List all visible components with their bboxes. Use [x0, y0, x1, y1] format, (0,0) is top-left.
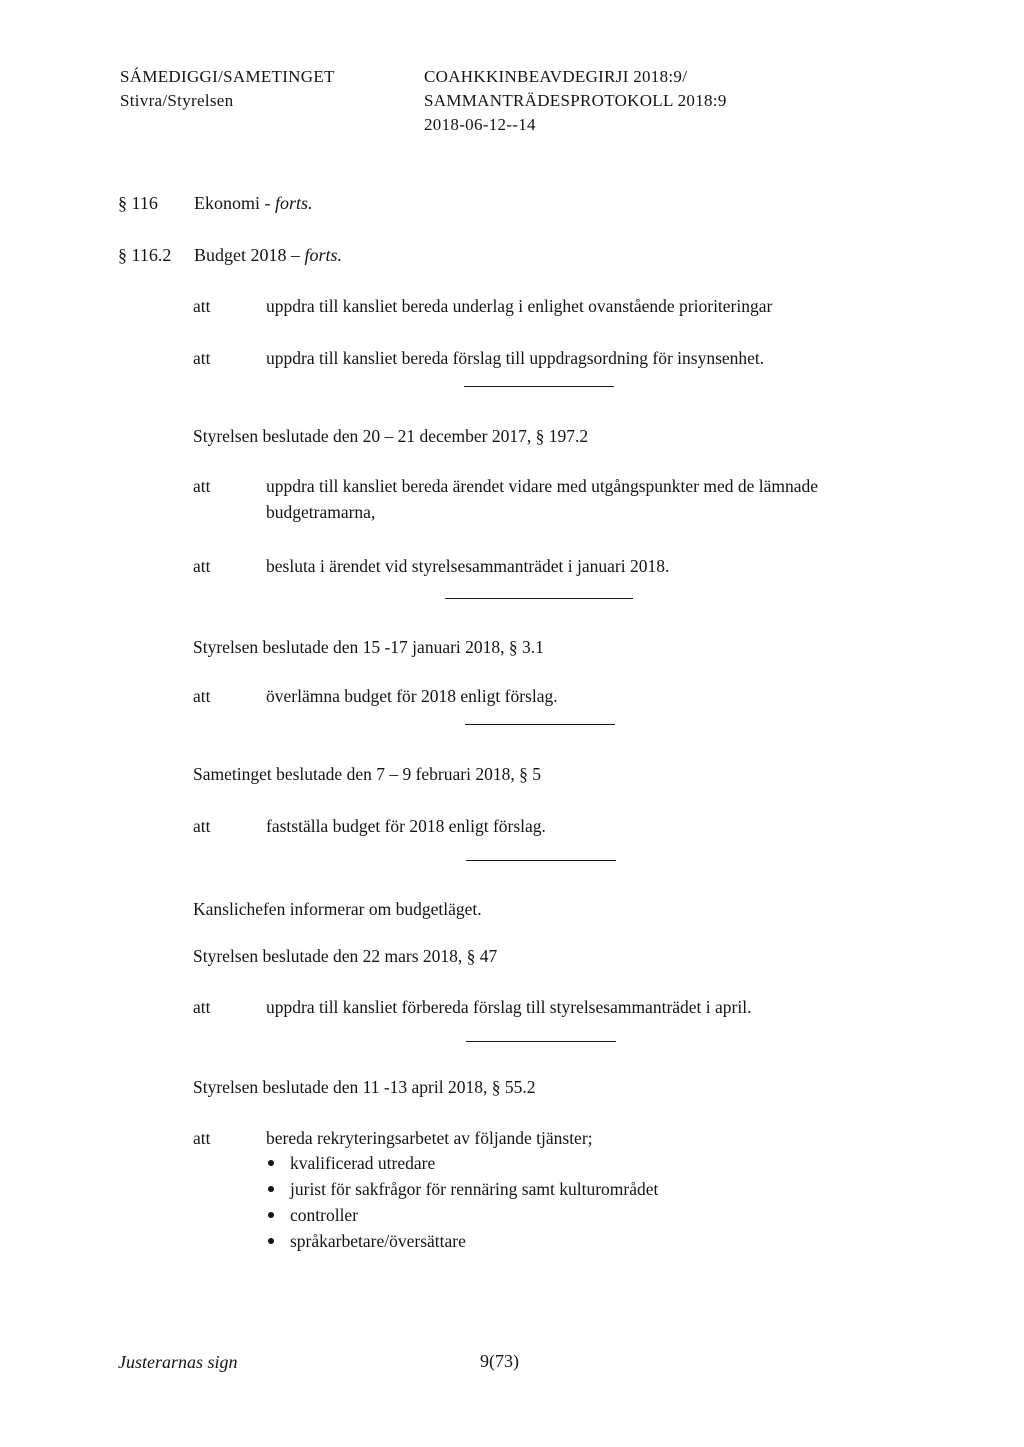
- att-label: att: [193, 348, 211, 368]
- bullet-icon: [268, 1186, 274, 1192]
- section-number: § 116.2: [118, 245, 172, 265]
- list-item: controller: [266, 1202, 658, 1228]
- list-item: jurist för sakfrågor för rennäring samt kulturområdet: [266, 1176, 658, 1202]
- decision-item: uppdra till kansliet bereda förslag till uppdragsordning för insynsenhet.: [266, 348, 765, 368]
- decision-heading: Styrelsen beslutade den 20 – 21 december 2017, § 197.2: [193, 426, 589, 446]
- decision-heading: Styrelsen beslutade den 22 mars 2018, § 47: [193, 946, 498, 966]
- decision-heading: Styrelsen beslutade den 11 -13 april 2018, § 55.2: [193, 1077, 536, 1097]
- page-number: 9(73): [480, 1351, 519, 1371]
- separator-rule: [465, 724, 615, 725]
- header-protocol-swedish: SAMMANTRÄDESPROTOKOLL 2018:9: [424, 91, 727, 110]
- separator-rule: [466, 1041, 616, 1042]
- decision-item: besluta i ärendet vid styrelsesammanträdet i januari 2018.: [266, 556, 670, 576]
- att-label: att: [193, 556, 211, 576]
- information-note: Kanslichefen informerar om budgetläget.: [193, 899, 482, 919]
- decision-item: fastställa budget för 2018 enligt förslag.: [266, 816, 546, 836]
- section-number: § 116: [118, 193, 158, 213]
- att-label: att: [193, 296, 211, 316]
- section-title: Budget 2018 –: [194, 245, 305, 265]
- section-heading-116-2: [118, 244, 342, 266]
- decision-item: uppdra till kansliet bereda underlag i enlighet ovanstående prioriteringar: [266, 296, 773, 316]
- bullet-icon: [268, 1160, 274, 1166]
- separator-rule: [466, 860, 616, 861]
- signature-label: Justerarnas sign: [118, 1352, 238, 1372]
- position-list: [266, 1150, 658, 1254]
- header-org-unit: Stivra/Styrelsen: [120, 91, 234, 110]
- decision-item-continued: budgetramarna,: [266, 502, 376, 522]
- att-label: att: [193, 686, 211, 706]
- separator-rule: [464, 386, 614, 387]
- header-protocol-date: 2018-06-12--14: [424, 115, 536, 134]
- bullet-icon: [268, 1238, 274, 1244]
- decision-item: överlämna budget för 2018 enligt förslag.: [266, 686, 558, 706]
- bullet-icon: [268, 1212, 274, 1218]
- header-org-name: SÁMEDIGGI/SAMETINGET: [120, 67, 335, 86]
- list-item: kvalificerad utredare: [266, 1150, 658, 1176]
- separator-rule: [445, 598, 633, 599]
- att-label: att: [193, 476, 211, 496]
- section-title: Ekonomi -: [194, 193, 275, 213]
- header-protocol-sami: COAHKKINBEAVDEGIRJI 2018:9/: [424, 67, 688, 86]
- section-suffix: forts.: [304, 245, 343, 265]
- list-item: språkarbetare/översättare: [266, 1228, 658, 1254]
- decision-item: bereda rekryteringsarbetet av följande tjänster;: [266, 1128, 593, 1148]
- decision-item: uppdra till kansliet förbereda förslag till styrelsesammanträdet i april.: [266, 997, 752, 1017]
- att-label: att: [193, 816, 211, 836]
- decision-item: uppdra till kansliet bereda ärendet vidare med utgångspunkter med de lämnade: [266, 476, 819, 496]
- att-label: att: [193, 1128, 211, 1148]
- decision-heading: Sametinget beslutade den 7 – 9 februari 2018, § 5: [193, 764, 541, 784]
- att-label: att: [193, 997, 211, 1017]
- decision-heading: Styrelsen beslutade den 15 -17 januari 2018, § 3.1: [193, 637, 544, 657]
- section-heading-116: [118, 192, 313, 214]
- section-suffix: forts.: [275, 193, 313, 213]
